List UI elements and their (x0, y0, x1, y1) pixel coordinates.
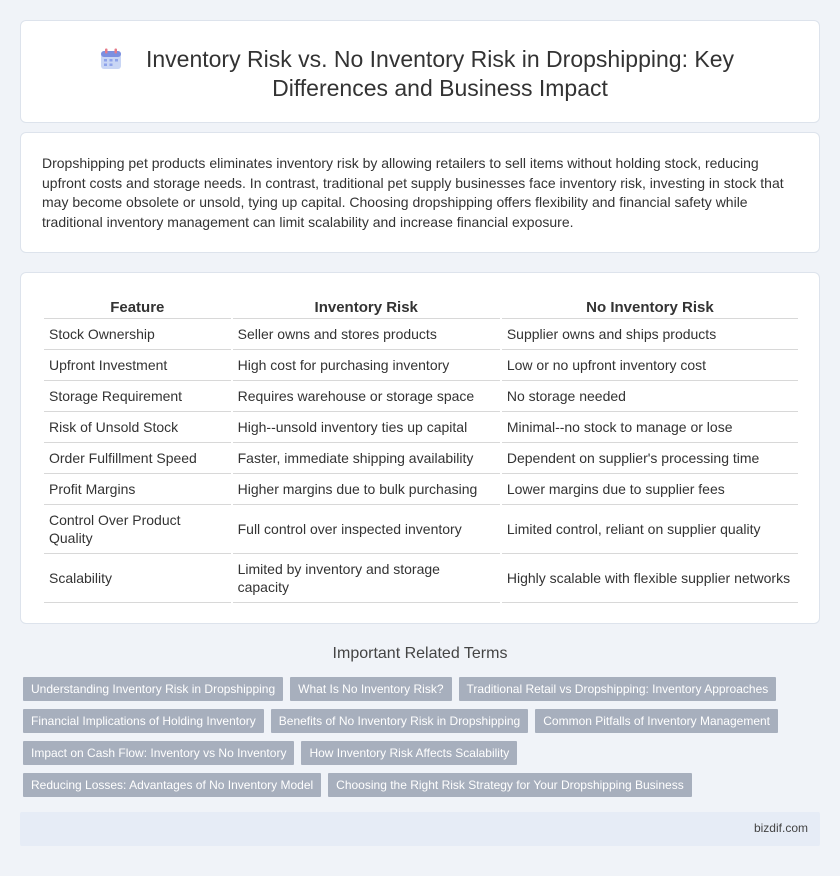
cell-feature: Stock Ownership (44, 319, 231, 350)
related-term-link[interactable]: Understanding Inventory Risk in Dropshipping (23, 677, 283, 701)
cell-no-inventory-risk: Lower margins due to supplier fees (502, 474, 798, 505)
cell-no-inventory-risk: Low or no upfront inventory cost (502, 350, 798, 381)
cell-feature: Upfront Investment (44, 350, 231, 381)
cell-inventory-risk: Higher margins due to bulk purchasing (233, 474, 500, 505)
cell-no-inventory-risk: Minimal--no stock to manage or lose (502, 412, 798, 443)
intro-paragraph: Dropshipping pet products eliminates inventory risk by allowing retailers to sell items without holding stock, reducing upfront costs and storage needs. In contrast, traditional pet supply businesses face inventory risk, investing in stock that may become obsolete or unsold, tying up capital. Choosing dropshipping offers flexibility and financial safety while traditional inventory management can limit scalability and increase financial exposure. (42, 155, 784, 230)
cell-feature: Control Over Product Quality (44, 505, 231, 554)
header-feature: Feature (44, 295, 231, 319)
table-row (44, 350, 798, 381)
cell-inventory-risk: High--unsold inventory ties up capital (233, 412, 500, 443)
comparison-table (42, 295, 800, 603)
table-row (44, 412, 798, 443)
related-term-link[interactable]: Impact on Cash Flow: Inventory vs No Inventory (23, 741, 294, 765)
cell-feature: Scalability (44, 554, 231, 603)
page-title: Inventory Risk vs. No Inventory Risk in Dropshipping: Key Differences and Business Impact (145, 46, 735, 101)
table-row (44, 381, 798, 412)
related-term-link[interactable]: Traditional Retail vs Dropshipping: Inventory Approaches (459, 677, 777, 701)
related-term-link[interactable]: Common Pitfalls of Inventory Management (535, 709, 778, 733)
related-term-link[interactable]: Choosing the Right Risk Strategy for Your Dropshipping Business (328, 773, 692, 797)
table-row (44, 474, 798, 505)
tag-row (23, 709, 823, 733)
table-row (44, 554, 798, 603)
related-term-link[interactable]: Reducing Losses: Advantages of No Inventory Model (23, 773, 321, 797)
cell-no-inventory-risk: Supplier owns and ships products (502, 319, 798, 350)
cell-inventory-risk: Faster, immediate shipping availability (233, 443, 500, 474)
cell-feature: Risk of Unsold Stock (44, 412, 231, 443)
cell-feature: Profit Margins (44, 474, 231, 505)
cell-no-inventory-risk: Dependent on supplier's processing time (502, 443, 798, 474)
cell-no-inventory-risk: No storage needed (502, 381, 798, 412)
comparison-card (20, 272, 820, 624)
header-no-inventory-risk: No Inventory Risk (502, 295, 798, 319)
footer-brand: bizdif.com (753, 821, 808, 835)
intro-card (20, 132, 820, 253)
tag-row (23, 741, 823, 765)
related-term-link[interactable]: Financial Implications of Holding Inventory (23, 709, 264, 733)
header-inventory-risk: Inventory Risk (233, 295, 500, 319)
table-row (44, 505, 798, 554)
cell-inventory-risk: High cost for purchasing inventory (233, 350, 500, 381)
cell-inventory-risk: Limited by inventory and storage capacity (233, 554, 500, 603)
cell-feature: Storage Requirement (44, 381, 231, 412)
cell-inventory-risk: Requires warehouse or storage space (233, 381, 500, 412)
related-term-link[interactable]: Benefits of No Inventory Risk in Dropshipping (271, 709, 528, 733)
tag-row (23, 773, 823, 797)
cell-no-inventory-risk: Highly scalable with flexible supplier networks (502, 554, 798, 603)
footer (20, 812, 820, 846)
cell-inventory-risk: Full control over inspected inventory (233, 505, 500, 554)
title-card (20, 20, 820, 123)
related-term-link[interactable]: How Inventory Risk Affects Scalability (301, 741, 517, 765)
cell-inventory-risk: Seller owns and stores products (233, 319, 500, 350)
cell-no-inventory-risk: Limited control, reliant on supplier quality (502, 505, 798, 554)
related-terms-list (23, 677, 823, 805)
cell-feature: Order Fulfillment Speed (44, 443, 231, 474)
table-header-row (44, 295, 798, 319)
table-row (44, 443, 798, 474)
related-term-link[interactable]: What Is No Inventory Risk? (290, 677, 451, 701)
related-terms-heading: Important Related Terms (332, 645, 508, 662)
table-row (44, 319, 798, 350)
tag-row (23, 677, 823, 701)
